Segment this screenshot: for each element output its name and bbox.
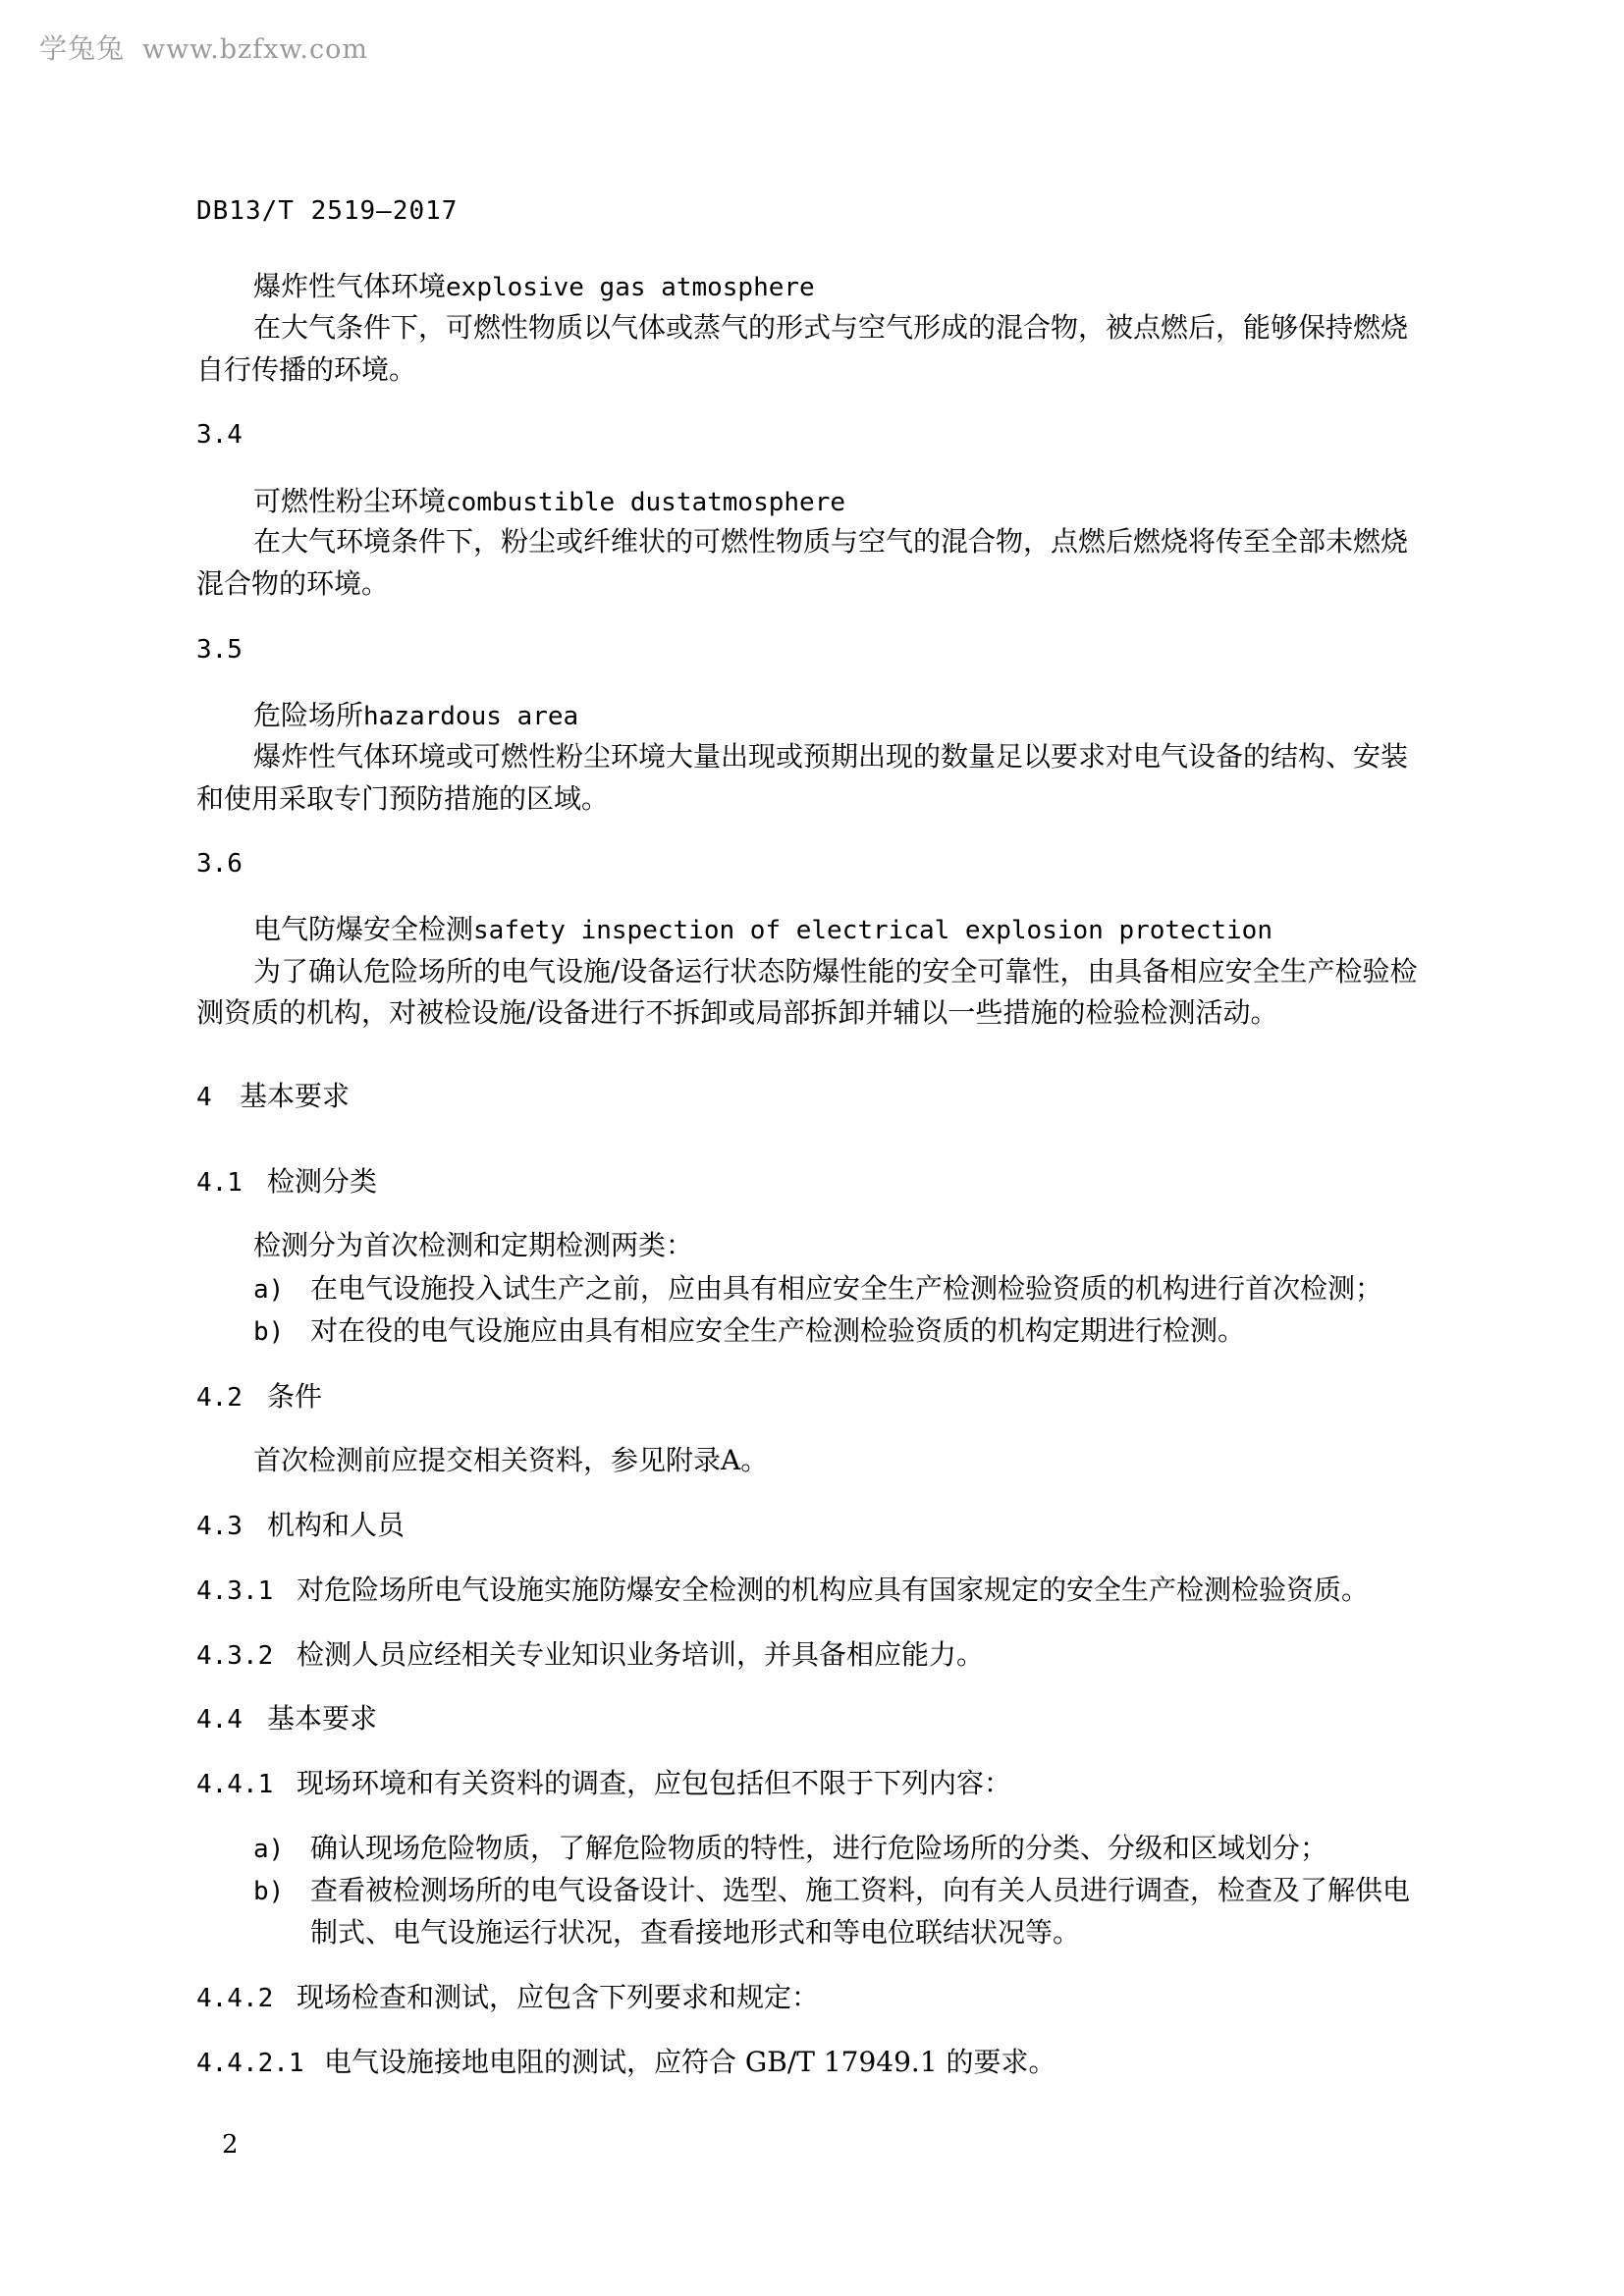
term-3-6-def-line-1: 为了确认危险场所的电气设施/设备运行状态防爆性能的安全可靠性，由具备相应安全生产检验检 <box>253 955 1418 988</box>
section-number: 4.2 <box>196 1383 243 1413</box>
term-3-5-def-line-2: 和使用采取专门预防措施的区域。 <box>196 782 610 815</box>
list-text: 确认现场危险物质，了解危险物质的特性，进行危险场所的分类、分级和区域划分； <box>310 1832 1328 1864</box>
term-en: explosive gas atmosphere <box>446 273 815 302</box>
section-4-4-2 <box>196 1981 820 2013</box>
term-zh: 电气防爆安全检测 <box>253 913 474 945</box>
section-4-3-heading <box>196 1509 406 1541</box>
section-title: 机构和人员 <box>267 1509 406 1541</box>
term-3-5-number: 3.5 <box>196 635 243 665</box>
chapter-number: 4 <box>196 1083 212 1112</box>
section-number: 4.1 <box>196 1168 243 1198</box>
term-3-3-def-line-2: 自行传播的环境。 <box>196 353 417 386</box>
section-4-3-1 <box>196 1576 1369 1604</box>
section-4-4-1-item-b-line-2: 制式、电气设施运行状况，查看接地形式和等电位联结状况等。 <box>310 1916 1081 1949</box>
section-4-4-heading <box>196 1702 378 1735</box>
section-number: 4.4 <box>196 1705 243 1735</box>
section-4-1-intro: 检测分为首次检测和定期检测两类： <box>253 1229 694 1261</box>
page-number: 2 <box>222 2130 239 2160</box>
section-4-1-item-a <box>253 1272 1383 1305</box>
term-3-3-def-line-1: 在大气条件下，可燃性物质以气体或蒸气的形式与空气形成的混合物，被点燃后，能够保持燃烧 <box>253 311 1409 344</box>
list-label: a) <box>253 1835 285 1864</box>
clause-text: 现场检查和测试，应包含下列要求和规定： <box>297 1981 820 2013</box>
clause-text: 对危险场所电气设施实施防爆安全检测的机构应具有国家规定的安全生产检测检验资质。 <box>297 1574 1370 1606</box>
clause-text: 电气设施接地电阻的测试，应符合 GB/T 17949.1 的要求。 <box>324 2046 1056 2078</box>
list-text: 查看被检测场所的电气设备设计、选型、施工资料，向有关人员进行调查，检查及了解供电 <box>310 1874 1411 1906</box>
list-text: 对在役的电气设施应由具有相应安全生产检测检验资质的机构定期进行检测。 <box>310 1314 1246 1347</box>
section-4-2-heading <box>196 1380 323 1413</box>
clause-number: 4.3.2 <box>196 1641 274 1671</box>
term-3-5-def-line-1: 爆炸性气体环境或可燃性粉尘环境大量出现或预期出现的数量足以要求对电气设备的结构、安装 <box>253 740 1409 773</box>
section-4-1-item-b <box>253 1314 1246 1347</box>
watermark-site-url: www.bzfxw.com <box>142 34 368 65</box>
section-4-3-2 <box>196 1638 985 1671</box>
term-en: safety inspection of electrical explosion protection <box>473 916 1272 945</box>
section-4-1-heading <box>196 1165 378 1198</box>
section-title: 检测分类 <box>267 1165 378 1198</box>
term-3-3-title <box>253 270 815 302</box>
chapter-title: 基本要求 <box>240 1080 351 1112</box>
term-en: hazardous area <box>363 702 579 731</box>
term-en: combustible dustatmosphere <box>446 488 846 517</box>
watermark-site-name: 学兔兔 <box>39 32 126 65</box>
list-text: 在电气设施投入试生产之前，应由具有相应安全生产检测检验资质的机构进行首次检测； <box>310 1272 1383 1305</box>
clause-text: 现场环境和有关资料的调查，应包包括但不限于下列内容： <box>297 1767 1012 1799</box>
term-3-4-def-line-1: 在大气环境条件下，粉尘或纤维状的可燃性物质与空气的混合物，点燃后燃烧将传至全部未燃烧 <box>253 525 1409 558</box>
section-title: 条件 <box>267 1380 323 1413</box>
document-code: DB13/T 2519—2017 <box>196 196 459 226</box>
clause-text: 检测人员应经相关专业知识业务培训，并具备相应能力。 <box>297 1638 985 1671</box>
section-number: 4.3 <box>196 1512 243 1541</box>
section-4-4-2-1 <box>196 2046 1056 2078</box>
term-3-4-number: 3.4 <box>196 420 243 450</box>
term-zh: 可燃性粉尘环境 <box>253 485 447 517</box>
clause-number: 4.3.1 <box>196 1576 274 1606</box>
term-3-6-title <box>253 913 1272 945</box>
list-label: b) <box>253 1317 285 1347</box>
term-3-4-title <box>253 485 846 517</box>
section-4-4-1-item-a <box>253 1832 1328 1864</box>
term-3-6-number: 3.6 <box>196 849 243 879</box>
term-3-4-def-line-2: 混合物的环境。 <box>196 567 390 600</box>
watermark <box>39 27 368 67</box>
section-4-4-1-item-b <box>253 1874 1411 1906</box>
chapter-4-heading <box>196 1080 351 1112</box>
clause-number: 4.4.2 <box>196 1984 274 2013</box>
list-label: b) <box>253 1877 285 1906</box>
term-zh: 危险场所 <box>253 699 364 731</box>
list-label: a) <box>253 1275 285 1305</box>
section-4-2-text: 首次检测前应提交相关资料，参见附录A。 <box>253 1444 769 1476</box>
section-title: 基本要求 <box>267 1702 378 1735</box>
clause-number: 4.4.1 <box>196 1770 274 1799</box>
clause-number: 4.4.2.1 <box>196 2049 304 2078</box>
term-3-5-title <box>253 699 579 731</box>
term-3-6-def-line-2: 测资质的机构，对被检设施/设备进行不拆卸或局部拆卸并辅以一些措施的检验检测活动。 <box>196 996 1278 1029</box>
section-4-4-1 <box>196 1767 1012 1799</box>
term-zh: 爆炸性气体环境 <box>253 270 447 302</box>
